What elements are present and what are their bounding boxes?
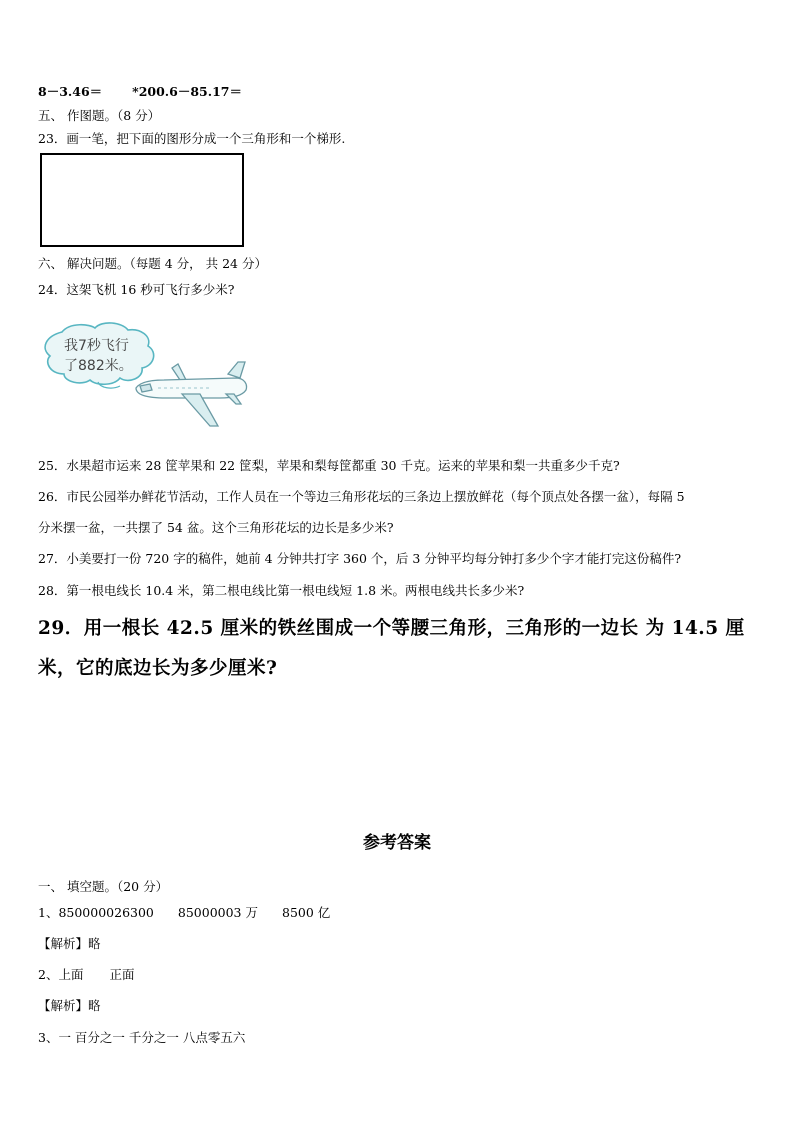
- answer-1-value-2: 85000003 万: [177, 905, 258, 920]
- answer-section-1-title: 一、 填空题。（20 分）: [38, 879, 169, 894]
- airplane-illustration: [40, 318, 255, 440]
- answer-2-value-2: 正面: [109, 967, 135, 982]
- bubble-text-2: 了882米。: [64, 358, 133, 374]
- bubble-text-1: 我7秒飞行: [64, 338, 129, 354]
- calc-part-2: *200.6－85.17＝: [132, 84, 242, 99]
- answer-2-number: 2、: [38, 967, 59, 982]
- answer-3: 3、一 百分之一 千分之一 八点零五六: [38, 1030, 246, 1045]
- question-26-line-2: 分米摆一盆，一共摆了 54 盆。这个三角形花坛的边长是多少米?: [38, 520, 394, 535]
- answer-1: [38, 905, 330, 921]
- question-28: 28．第一根电线长 10.4 米，第二根电线比第一根电线短 1.8 米。两根电线共长多少米?: [38, 583, 525, 598]
- rectangle-figure: [40, 153, 244, 247]
- airplane-icon: [136, 362, 247, 426]
- question-25: 25．水果超市运来 28 筐苹果和 22 筐梨，苹果和梨每筐都重 30 千克。运来的苹果和梨一共重多少千克?: [38, 458, 620, 473]
- answer-2: [38, 967, 134, 983]
- question-26-line-1: 26．市民公园举办鲜花节活动，工作人员在一个等边三角形花坛的三条边上摆放鲜花（每个顶点处各摆一盆），每隔 5: [38, 489, 685, 504]
- answer-2-analysis: 【解析】略: [38, 998, 101, 1013]
- question-29-line-2: 米，它的底边长为多少厘米?: [38, 658, 278, 679]
- answer-1-number: 1、: [38, 905, 59, 920]
- section-6-title: 六、 解决问题。（每题 4 分， 共 24 分）: [38, 256, 267, 271]
- section-5-title: 五、 作图题。（8 分）: [38, 108, 161, 123]
- question-29-line-1: 29．用一根长 42.5 厘米的铁丝围成一个等腰三角形，三角形的一边长 为 14.5 厘: [38, 618, 745, 639]
- calc-line: [38, 84, 242, 100]
- answer-2-value-1: 上面: [58, 967, 84, 982]
- answer-1-value-1: 850000026300: [58, 905, 154, 920]
- calc-part-1: 8－3.46＝: [38, 84, 103, 99]
- question-24: 24．这架飞机 16 秒可飞行多少米?: [38, 282, 235, 297]
- question-27: 27．小美要打一份 720 字的稿件，她前 4 分钟共打字 360 个，后 3 分钟平均每分钟打多少个字才能打完这份稿件?: [38, 551, 682, 566]
- answer-1-value-3: 8500 亿: [282, 905, 331, 920]
- answer-1-analysis: 【解析】略: [38, 936, 101, 951]
- answer-section-title: 参考答案: [363, 833, 431, 853]
- question-23: 23．画一笔，把下面的图形分成一个三角形和一个梯形.: [38, 131, 346, 146]
